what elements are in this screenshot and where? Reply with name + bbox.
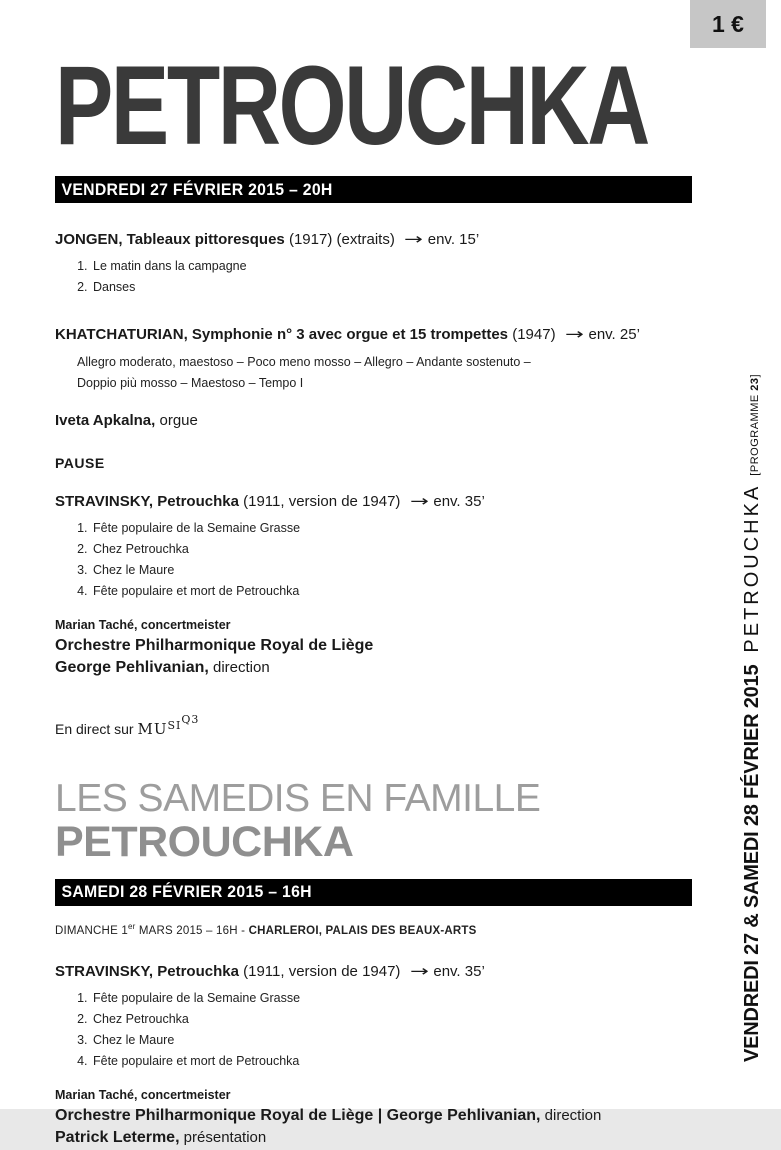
work1-details: (1917) (extraits) xyxy=(284,231,395,248)
work1-duration: env. 15’ xyxy=(427,231,480,248)
concert2-work-duration: env. 35’ xyxy=(433,962,485,980)
extra-date-text: DIMANCHE 1 xyxy=(55,924,128,937)
concert2-date-banner-label: SAMEDI 28 FÉVRIER 2015 – 16H xyxy=(61,882,312,902)
work3-composer-title: STRAVINSKY, Petrouchka xyxy=(55,492,239,510)
page-title: PETROUCHKA xyxy=(55,43,648,168)
price-tag-label: 1 € xyxy=(712,10,744,37)
vertical-sidebar-text xyxy=(741,362,764,1062)
conductor-line xyxy=(55,657,692,679)
presenter-line xyxy=(55,1127,692,1149)
work2-duration: env. 25’ xyxy=(588,326,640,344)
movement-item: 3. Chez le Maure xyxy=(91,560,692,581)
program-prefix: [PROGRAMME xyxy=(749,390,761,476)
work3-details: (1911, version de 1947) xyxy=(238,492,401,510)
soloist-name: Iveta Apkalna, xyxy=(55,411,156,429)
broadcast-prefix: En direct sur xyxy=(55,720,138,737)
right-arrow-icon: → xyxy=(564,325,584,344)
movement-item: 1. Le matin dans la campagne xyxy=(91,256,692,277)
concert2-work-heading xyxy=(55,961,692,982)
concertmeister-line: Marian Taché, concertmeister xyxy=(55,617,231,632)
work1-composer-title: JONGEN, Tableaux pittoresques xyxy=(55,231,285,248)
conductor-role: direction xyxy=(208,659,270,677)
conductor-role: direction xyxy=(540,1106,602,1124)
extra-venue: CHARLEROI, PALAIS DES BEAUX-ARTS xyxy=(248,924,477,937)
soloist-role: orgue xyxy=(155,411,198,429)
musiq3-logo-si: SI xyxy=(167,718,182,732)
musiq3-logo xyxy=(137,712,200,738)
work3-duration: env. 35’ xyxy=(433,492,485,510)
movement-item: 2. Chez Petrouchka xyxy=(91,1009,692,1030)
concert1-date-banner-label: VENDREDI 27 FÉVRIER 2015 – 20H xyxy=(61,179,333,199)
work2-tempo-markings xyxy=(55,352,692,394)
concert2-date-banner xyxy=(55,879,692,906)
movement-item: 4. Fête populaire et mort de Petrouchka xyxy=(91,581,692,602)
work2-composer-title: KHATCHATURIAN, Symphonie n° 3 avec orgue et 15 trompettes xyxy=(55,326,509,344)
series-title: LES SAMEDIS EN FAMILLE xyxy=(55,776,541,820)
orchestra-conductor-names: Orchestre Philharmonique Royal de Liège | George Pehlivanian, xyxy=(55,1106,541,1124)
work1-movements-list xyxy=(55,256,692,298)
concert2-composer-title: STRAVINSKY, Petrouchka xyxy=(55,962,239,980)
concert2-credits xyxy=(55,1088,692,1150)
extra-date-text: MARS 2015 – 16H - xyxy=(135,924,249,937)
movement-item: 2. Chez Petrouchka xyxy=(91,539,692,560)
movement-item: 1. Fête populaire de la Semaine Grasse xyxy=(91,518,692,539)
concert1-date-banner xyxy=(55,176,692,203)
movement-item: 3. Chez le Maure xyxy=(91,1030,692,1051)
concert2-movements-list xyxy=(55,988,692,1072)
right-arrow-icon: → xyxy=(409,961,429,980)
movement-item: 1. Fête populaire de la Semaine Grasse xyxy=(91,988,692,1009)
soloist-line xyxy=(55,412,692,429)
presenter-role: présentation xyxy=(179,1129,267,1147)
work3-movements-list xyxy=(55,518,692,602)
price-tag xyxy=(690,0,766,48)
presenter-name: Patrick Leterme, xyxy=(55,1129,180,1147)
main-column xyxy=(55,0,692,1150)
concert2-work-details: (1911, version de 1947) xyxy=(238,962,401,980)
musiq3-logo-q3: Q3 xyxy=(181,712,200,726)
tempo-line: Allegro moderato, maestoso – Poco meno mosso – Allegro – Andante sostenuto – xyxy=(77,354,531,369)
sidebar-title: PETROUCHKA xyxy=(741,483,763,653)
broadcast-line xyxy=(55,712,692,738)
movement-item: 4. Fête populaire et mort de Petrouchka xyxy=(91,1051,692,1072)
work2-details: (1947) xyxy=(508,326,556,344)
musiq3-logo-mu: MU xyxy=(137,719,168,738)
program-suffix: ] xyxy=(749,373,761,378)
work1-heading xyxy=(55,229,692,250)
right-arrow-icon: → xyxy=(409,491,429,510)
work2-heading xyxy=(55,324,692,345)
program-number: 23 xyxy=(749,377,761,391)
sidebar-program-ref xyxy=(749,374,761,476)
sidebar-dates: VENDREDI 27 & SAMEDI 28 FÉVRIER 2015 xyxy=(741,664,763,1062)
series-subtitle: PETROUCHKA xyxy=(55,817,354,866)
work3-heading xyxy=(55,491,692,512)
orchestra-line: Orchestre Philharmonique Royal de Liège xyxy=(55,636,374,654)
movement-item: 2. Danses xyxy=(91,277,692,298)
concert1-credits xyxy=(55,618,692,680)
extra-performance-line xyxy=(55,922,692,937)
right-arrow-icon: → xyxy=(403,230,423,248)
orchestra-conductor-line xyxy=(55,1105,692,1127)
ordinal-sup: er xyxy=(127,921,136,931)
tempo-line: Doppio più mosso – Maestoso – Tempo I xyxy=(77,375,304,390)
concertmeister-line: Marian Taché, concertmeister xyxy=(55,1087,231,1102)
pause-label: PAUSE xyxy=(55,454,105,471)
conductor-name: George Pehlivanian, xyxy=(55,659,209,677)
